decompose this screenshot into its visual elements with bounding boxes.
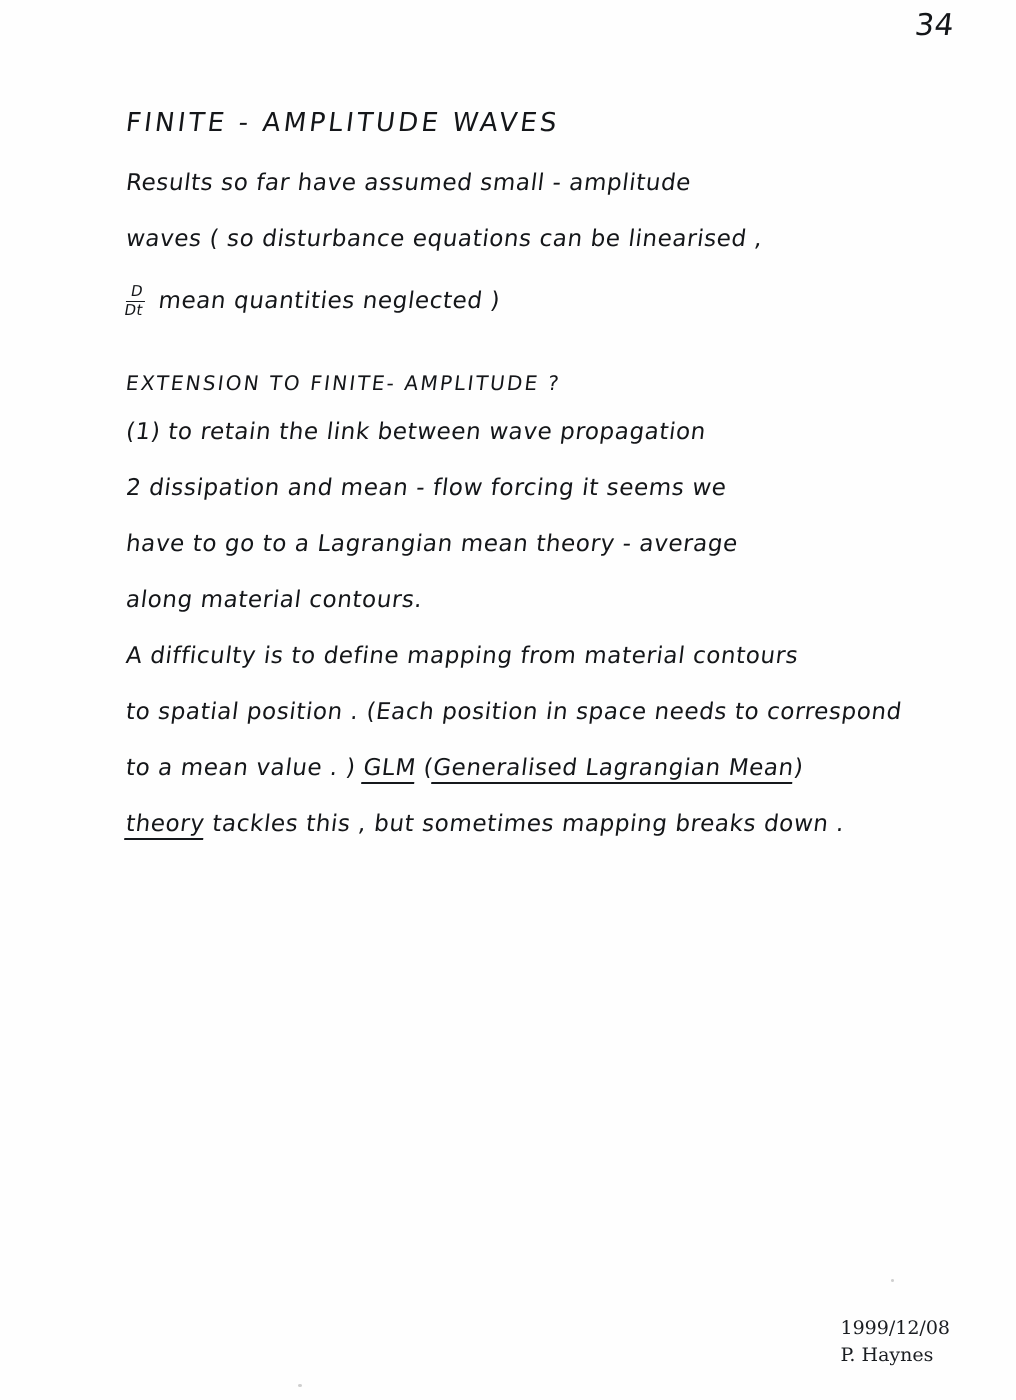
intro-line-1: Results so far have assumed small - amplitude xyxy=(124,170,693,196)
body-line-1: (1) to retain the link between wave propagation xyxy=(124,418,708,445)
section-heading: EXTENSION TO FINITE- AMPLITUDE ? xyxy=(124,370,563,395)
final-line-rest: tackles this , but sometimes mapping breaks down . xyxy=(210,810,846,837)
body-line-6: to spatial position . (Each position in space needs to correspond xyxy=(124,698,904,725)
glm-paren-open: ( xyxy=(422,754,435,781)
intro-paragraph xyxy=(122,170,962,319)
notes-body xyxy=(122,108,962,837)
body-line-4: along material contours. xyxy=(124,586,425,613)
final-line xyxy=(124,810,964,837)
body-line-3: have to go to a Lagrangian mean theory - average xyxy=(124,530,740,557)
intro-line-3-text: mean quantities neglected ) xyxy=(156,288,502,314)
body-paragraph xyxy=(124,418,962,837)
glm-acronym: GLM xyxy=(362,755,418,784)
fraction-numerator: D xyxy=(126,284,148,302)
fraction-denominator: Dt xyxy=(122,300,145,319)
footer-author: P. Haynes xyxy=(840,1344,934,1367)
body-line-5: A difficulty is to define mapping from material contours xyxy=(124,642,800,669)
scan-speck xyxy=(298,1384,302,1387)
intro-line-3 xyxy=(124,284,964,319)
footer-block xyxy=(840,1315,950,1370)
glm-paren-close: ) xyxy=(792,754,805,781)
final-line-underlined: theory xyxy=(124,811,206,840)
body-line-2: 2 dissipation and mean - flow forcing it seems we xyxy=(124,474,729,501)
scan-speck xyxy=(891,1279,894,1282)
footer-date: 1999/12/08 xyxy=(840,1316,950,1339)
d-dt-fraction xyxy=(123,284,148,319)
page-number: 34 xyxy=(912,8,957,43)
glm-expansion: Generalised Lagrangian Mean xyxy=(431,755,795,784)
glm-line xyxy=(124,754,964,781)
page-title: FINITE - AMPLITUDE WAVES xyxy=(124,108,562,138)
glm-line-before: to a mean value . ) xyxy=(124,754,358,781)
intro-line-2: waves ( so disturbance equations can be linearised , xyxy=(124,226,765,252)
